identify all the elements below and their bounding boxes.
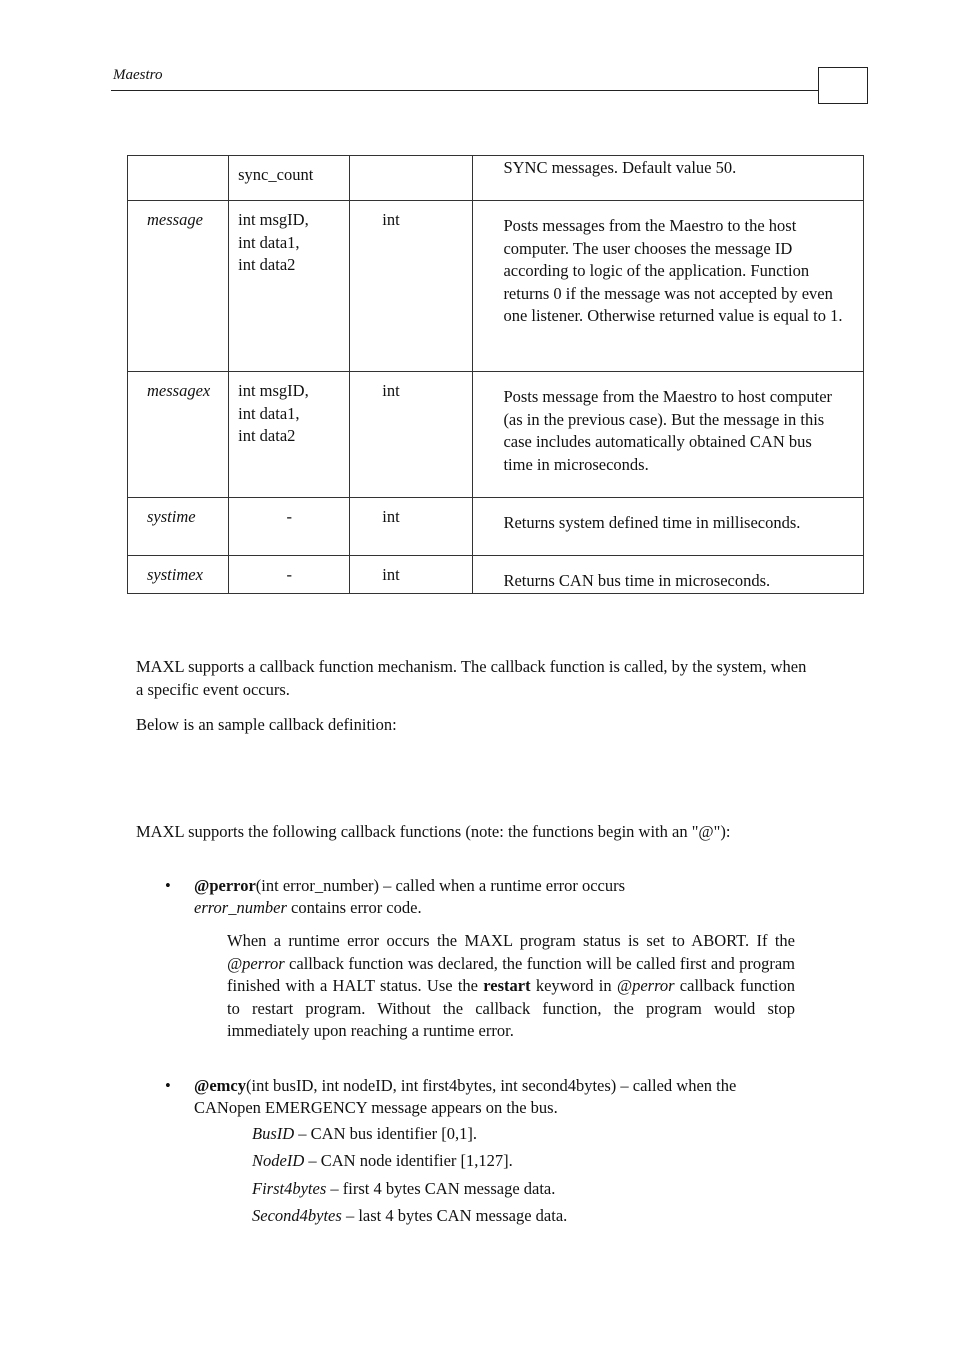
function-name: message xyxy=(147,210,203,229)
callback-signature: (int error_number) – called when a runtime error occurs xyxy=(255,876,626,895)
header-rule xyxy=(111,90,818,91)
table-row xyxy=(128,498,864,556)
table-cell xyxy=(128,201,229,372)
table-cell xyxy=(128,556,229,594)
table-cell xyxy=(473,156,864,201)
emcy-description xyxy=(194,1075,754,1119)
perror-description xyxy=(194,875,794,919)
callback-list-intro: MAXL supports the following callback functions (note: the functions begin with an "@"): xyxy=(136,822,731,841)
detail-text: keyword in xyxy=(530,976,617,996)
table-cell xyxy=(229,372,350,498)
function-name xyxy=(128,156,228,164)
detail-function: @perror xyxy=(227,953,285,973)
function-params: int msgID, int data1, int data2 xyxy=(238,381,309,445)
emcy-param-second4bytes xyxy=(252,1205,567,1227)
param-desc: – last 4 bytes CAN message data. xyxy=(341,1206,568,1225)
table-cell xyxy=(229,201,350,372)
function-description: Posts messages from the Maestro to the host computer. The user chooses the message ID according to logic of the application. Function returns 0 if the message was not accepted by even one listener. Otherwise returned value is equal to 1. xyxy=(503,216,843,325)
function-return: int xyxy=(382,210,400,229)
param-name: BusID xyxy=(252,1124,295,1143)
param-desc: – CAN bus identifier [0,1]. xyxy=(294,1124,478,1143)
table-cell xyxy=(128,156,229,201)
param-name: NodeID xyxy=(252,1151,305,1170)
table-cell xyxy=(128,498,229,556)
function-description: Returns CAN bus time in microseconds. xyxy=(503,571,771,590)
table-row xyxy=(128,372,864,498)
functions-table xyxy=(127,155,864,594)
table-cell xyxy=(229,156,350,201)
table-cell xyxy=(350,201,473,372)
table-row xyxy=(128,201,864,372)
function-name: messagex xyxy=(147,381,211,400)
function-name: systimex xyxy=(147,565,203,584)
param-desc: – first 4 bytes CAN message data. xyxy=(326,1179,556,1198)
detail-function: @perror xyxy=(616,976,675,996)
callback-intro-paragraph: MAXL supports a callback function mechanism. The callback function is called, by the system, when a specific event occurs. xyxy=(136,657,807,699)
detail-text: callback function to restart program. Without the callback function, the program would stop immediately upon reaching a runtime error. xyxy=(227,976,795,1041)
detail-text: callback function was declared, the function will be called first and program finished with a HALT status. Use the xyxy=(227,953,795,996)
emcy-param-first4bytes xyxy=(252,1178,555,1200)
emcy-param-nodeid xyxy=(252,1150,513,1172)
table-cell xyxy=(473,372,864,498)
table-cell xyxy=(350,372,473,498)
emcy-param-busid xyxy=(252,1123,477,1145)
param-desc: – CAN node identifier [1,127]. xyxy=(304,1151,513,1170)
function-description: SYNC messages. Default value 50. xyxy=(503,158,737,177)
page-number-box xyxy=(818,67,868,104)
function-return xyxy=(350,156,472,164)
param-name: error_number xyxy=(194,898,287,917)
function-params: - xyxy=(286,565,292,584)
table-cell xyxy=(229,498,350,556)
table-cell xyxy=(473,201,864,372)
function-params: sync_count xyxy=(238,165,314,184)
callback-name: @emcy xyxy=(194,1076,246,1095)
table-cell xyxy=(128,372,229,498)
param-name: Second4bytes xyxy=(252,1206,342,1225)
table-cell xyxy=(473,556,864,594)
function-name: systime xyxy=(147,507,196,526)
table-cell xyxy=(473,498,864,556)
function-return: int xyxy=(382,381,400,400)
function-params: - xyxy=(286,507,292,526)
table-cell xyxy=(350,498,473,556)
function-description: Posts message from the Maestro to host computer (as in the previous case). But the message in this case includes automatically obtained CAN bus time in microseconds. xyxy=(503,387,833,474)
table-cell xyxy=(350,156,473,201)
callback-signature: (int busID, int nodeID, int first4bytes, int second4bytes) – called when the CANopen EMERGENCY message appears on the bus. xyxy=(194,1076,737,1117)
callback-name: @perror xyxy=(194,876,256,895)
table-row xyxy=(128,556,864,594)
bullet-icon: • xyxy=(165,1076,171,1095)
table-cell xyxy=(350,556,473,594)
param-desc: contains error code. xyxy=(286,898,422,917)
function-return: int xyxy=(382,507,400,526)
param-name: First4bytes xyxy=(252,1179,327,1198)
detail-keyword: restart xyxy=(483,976,531,996)
running-header-title: Maestro xyxy=(113,67,163,83)
table-cell xyxy=(229,556,350,594)
sample-definition-paragraph: Below is an sample callback definition: xyxy=(136,715,397,734)
function-description: Returns system defined time in milliseconds. xyxy=(503,513,801,532)
function-params: int msgID, int data1, int data2 xyxy=(238,210,309,274)
function-return: int xyxy=(382,565,400,584)
table-row xyxy=(128,156,864,201)
perror-detail-paragraph xyxy=(227,930,795,1043)
detail-text: When a runtime error occurs the MAXL program status is set to ABORT. If the xyxy=(227,931,795,950)
bullet-icon: • xyxy=(165,876,171,895)
